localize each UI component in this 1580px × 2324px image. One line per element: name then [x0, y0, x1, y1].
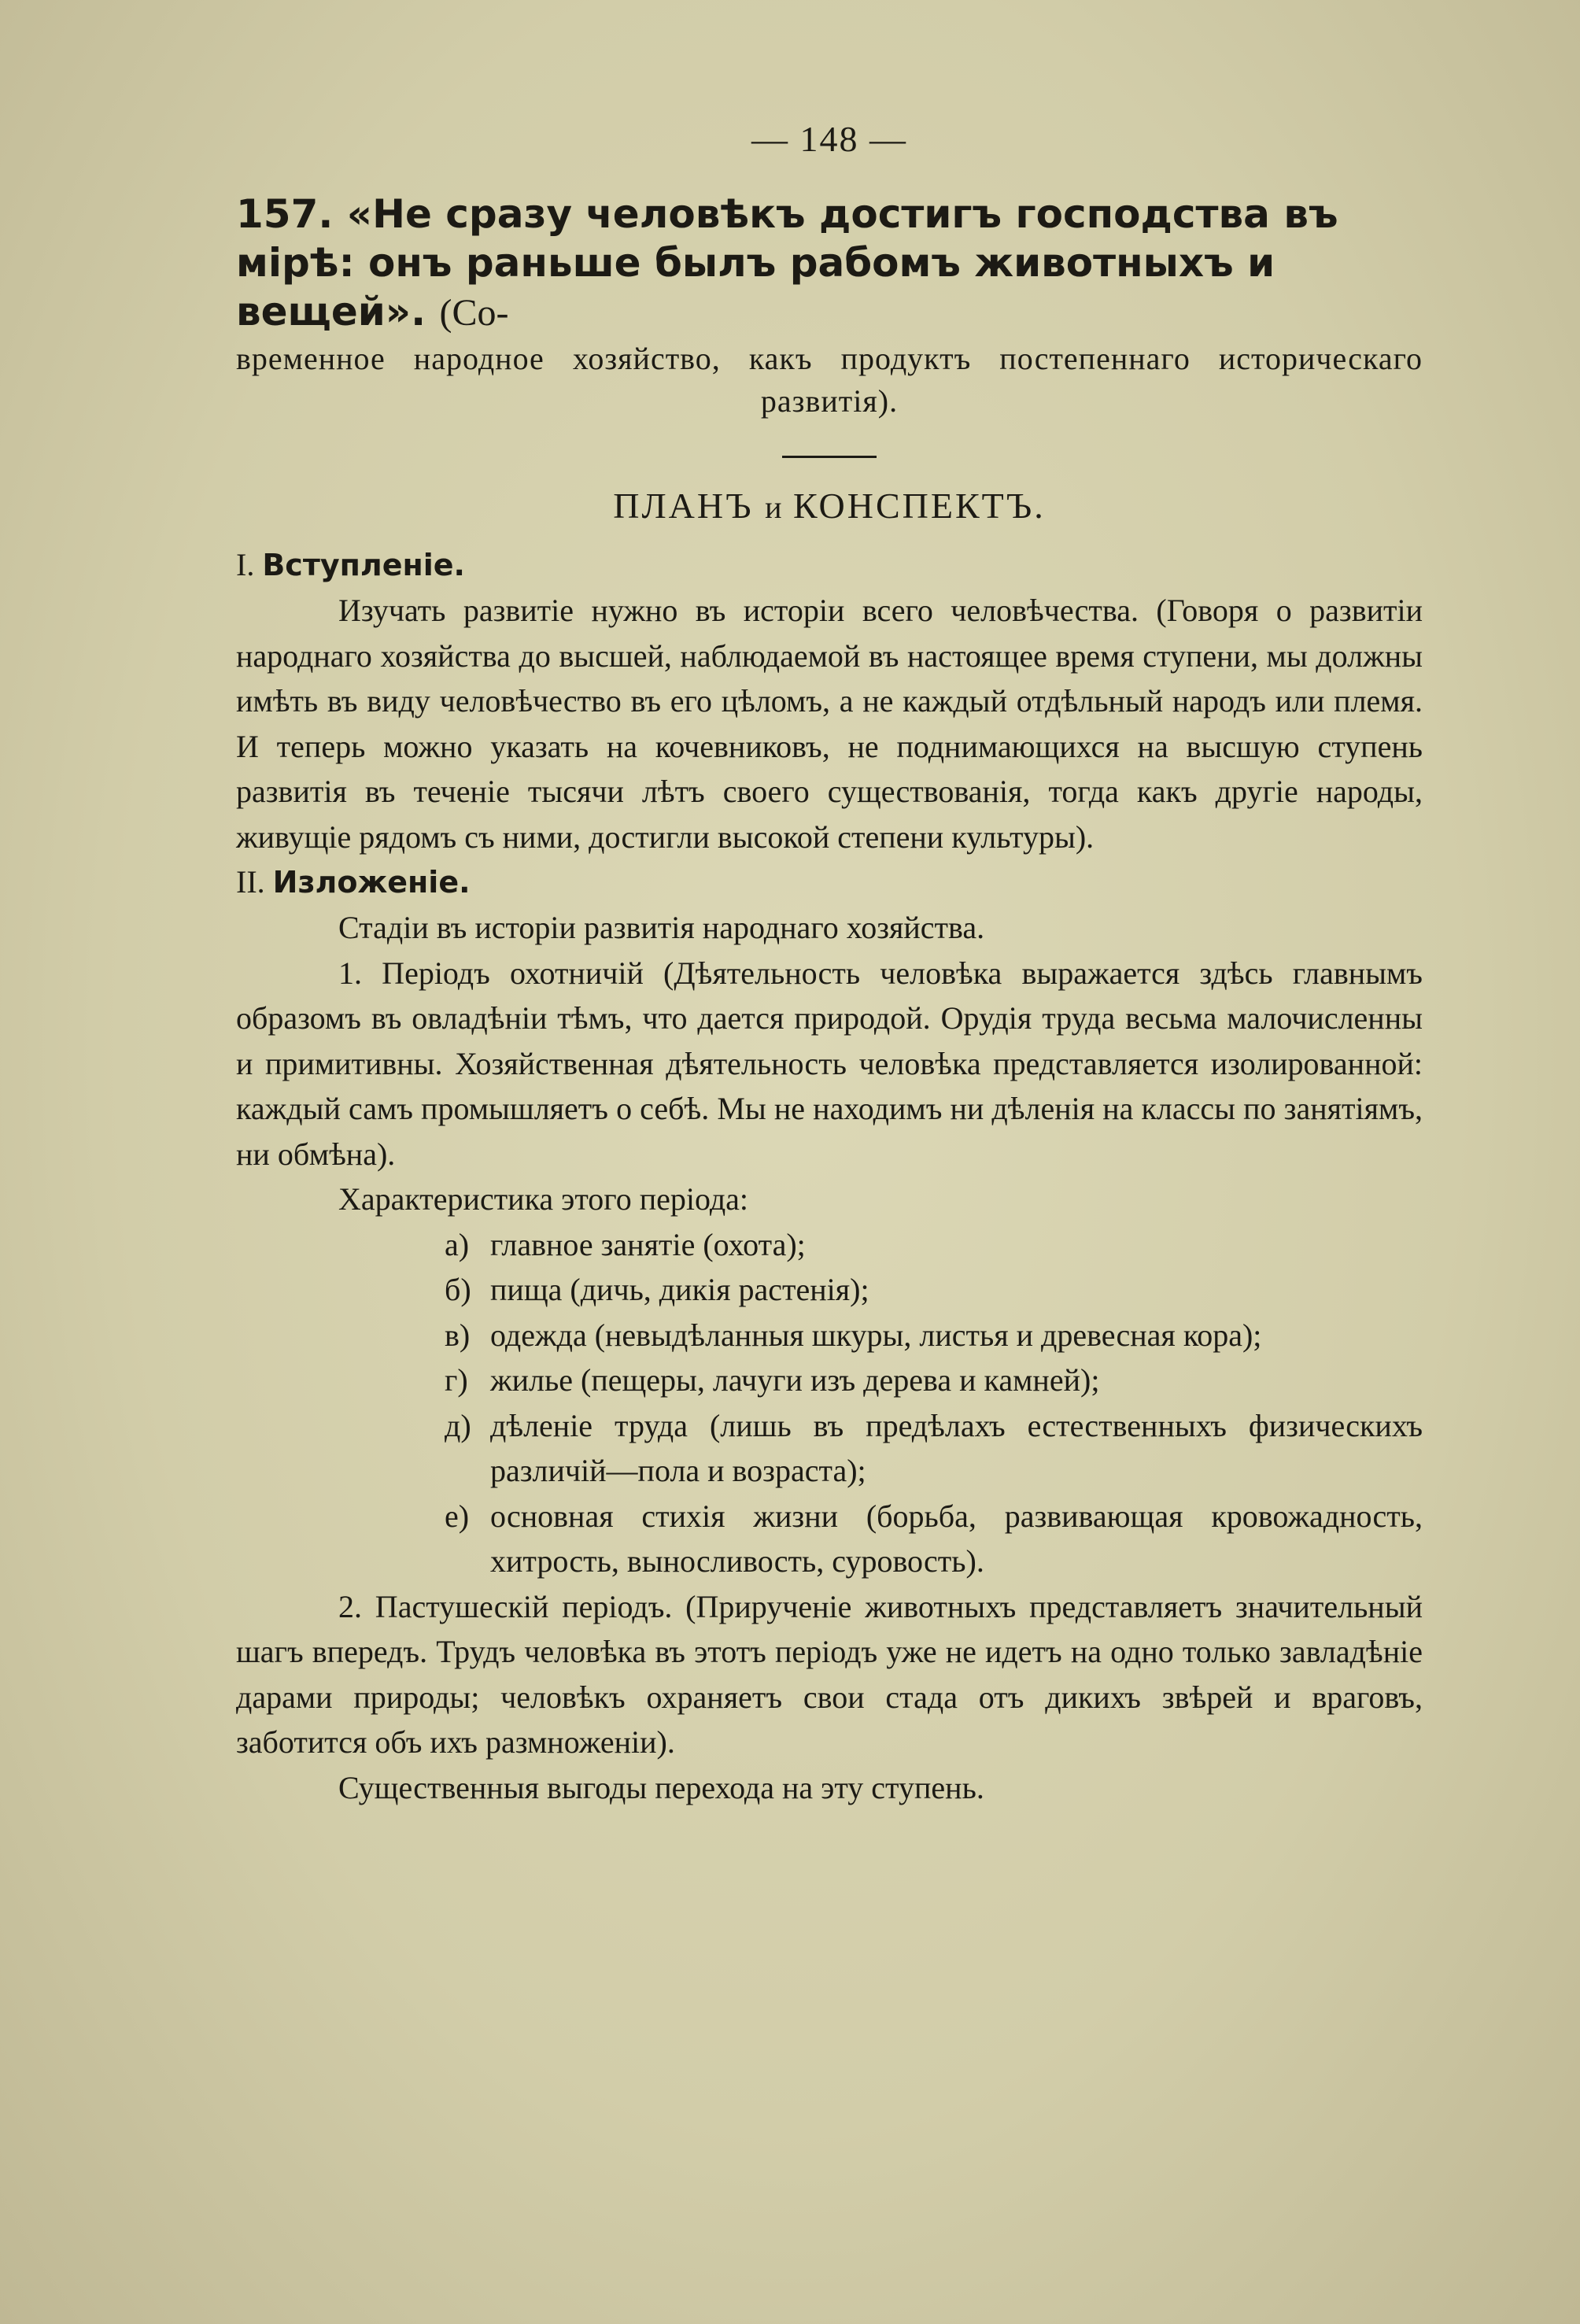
list-item-text: главное занятіе (охота); [490, 1226, 806, 1262]
list-item-text: жилье (пещеры, лачуги изъ дерева и камней); [490, 1362, 1100, 1398]
list-item-letter: г) [445, 1362, 468, 1398]
list-item-text: пища (дичь, дикія растенія); [490, 1272, 869, 1307]
plan-title-word2: и [765, 490, 782, 525]
section1-roman: I. [236, 547, 255, 582]
period2-paragraph: 2. Пастушескій періодъ. (Прирученіе животныхъ представляетъ значительный шагъ впередъ. Трудъ человѣка въ этотъ періодъ уже не идетъ на одно только завладѣніе дарами природы; человѣкъ охраняетъ свои стада отъ дикихъ звѣрей и враговъ, заботится объ ихъ размноженіи). [236, 1588, 1423, 1760]
list-item [445, 1222, 1423, 1268]
list-item-letter: д) [445, 1407, 471, 1443]
list-item-letter: в) [445, 1317, 471, 1353]
heading-bold-text: «Не сразу человѣкъ достигъ господства въ мірѣ: онъ раньше былъ рабомъ животныхъ и вещей». [236, 191, 1338, 334]
list-item-letter: а) [445, 1226, 470, 1262]
characteristic-list [236, 1222, 1423, 1584]
heading-title [236, 190, 1423, 338]
section2-heading [236, 859, 1423, 905]
plan-title [236, 485, 1423, 527]
list-item [445, 1313, 1423, 1358]
list-item-text: основная стихія жизни (борьба, развивающая кровожадность, хитрость, выносливость, суровость). [490, 1498, 1423, 1579]
period1-paragraph: 1. Періодъ охотничій (Дѣятельность человѣка выражается здѣсь главнымъ образомъ въ овладѣніи тѣмъ, что дается природой. Орудія труда весьма малочисленны и примитивны. Хозяйственная дѣятельность человѣка представляется изолированной: каждый самъ промышляетъ о себѣ. Мы не находимъ ни дѣленія на классы по занятіямъ, ни обмѣна). [236, 955, 1423, 1172]
heading-subtitle: временное народное хозяйство, какъ продуктъ постепеннаго историческаго развитія). [236, 341, 1423, 419]
list-item-text: одежда (невыдѣланныя шкуры, листья и древесная кора); [490, 1317, 1262, 1353]
list-item [445, 1494, 1423, 1584]
characteristic-heading: Характеристика этого періода: [338, 1181, 749, 1217]
list-item-letter: е) [445, 1498, 470, 1534]
section1-heading [236, 542, 1423, 588]
heading-paren-start: (Со- [439, 292, 509, 334]
section1-paragraph: Изучать развитіе нужно въ исторіи всего человѣчества. (Говоря о развитіи народнаго хозяйства до высшей, наблюдаемой въ настоящее время ступени, мы должны имѣть въ виду человѣчество въ его цѣломъ, а не каждый отдѣльный народъ или племя. И теперь можно указать на кочевниковъ, не поднимающихся на высшую ступень развитія въ теченіе тысячи лѣтъ своего существованія, тогда какъ другіе народы, живущіе рядомъ съ ними, достигли высокой степени культуры). [236, 593, 1423, 855]
page-number: — 148 — [751, 119, 907, 159]
section1-title: Вступленіе. [262, 548, 465, 582]
section2-title: Изложеніе. [272, 865, 471, 900]
divider-rule [782, 456, 877, 458]
plan-title-word3: КОНСПЕКТЪ. [793, 486, 1046, 526]
section2-intro: Стадіи въ исторіи развитія народнаго хозяйства. [338, 910, 985, 945]
benefits-line: Существенныя выгоды перехода на эту ступень. [338, 1769, 984, 1805]
list-item [445, 1267, 1423, 1313]
list-item [445, 1403, 1423, 1494]
plan-title-word1: ПЛАНЪ [613, 486, 754, 526]
list-item [445, 1358, 1423, 1403]
section2-roman: II. [236, 864, 265, 900]
heading-number: 157. [236, 191, 334, 237]
list-item-text: дѣленіе труда (лишь въ предѣлахъ естественныхъ физическихъ различій—пола и возраста); [490, 1407, 1423, 1488]
list-item-letter: б) [445, 1272, 471, 1307]
